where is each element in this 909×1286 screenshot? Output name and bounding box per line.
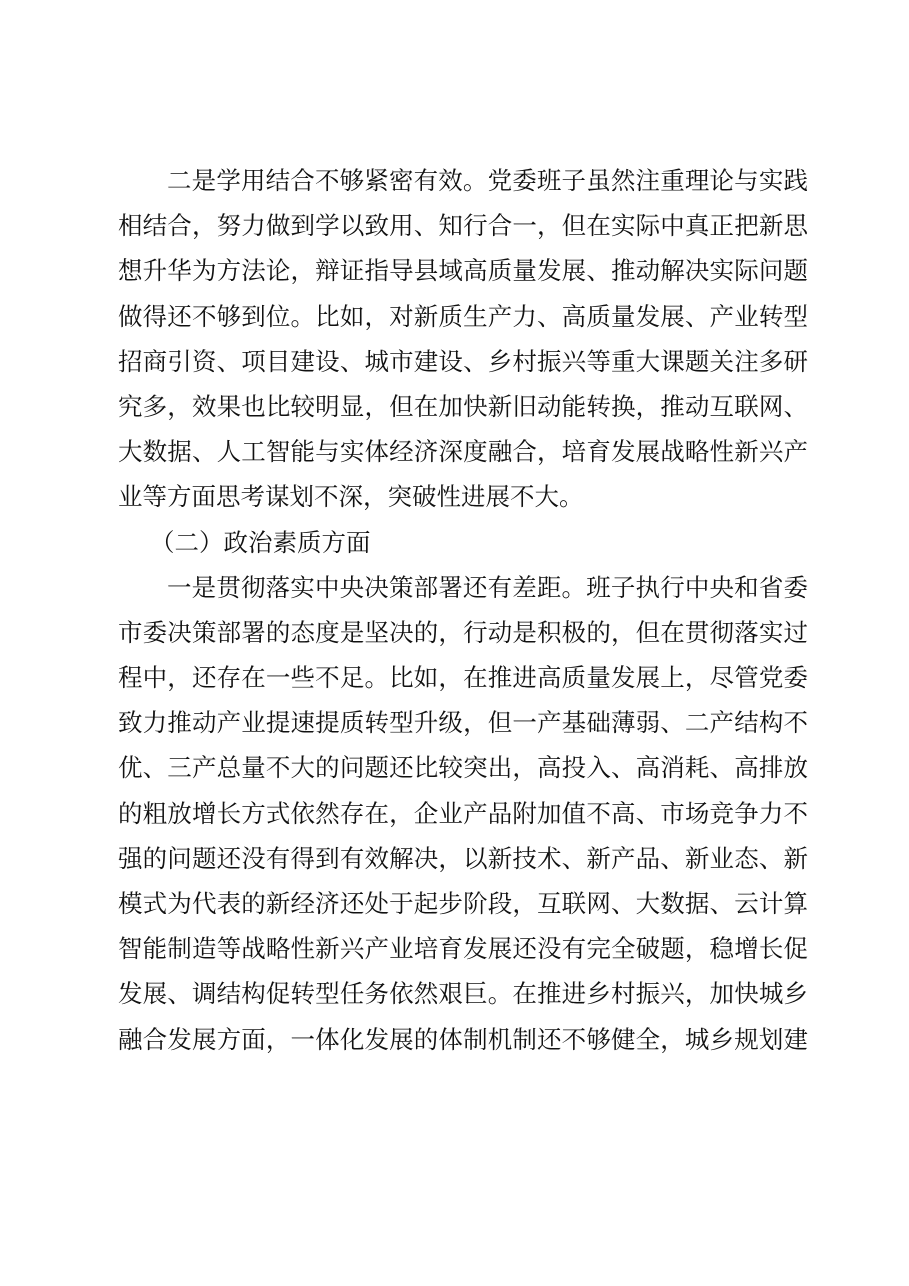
paragraph-line: 致力推动产业提速提质转型升级，但一产基础薄弱、二产结构不 <box>118 708 808 738</box>
paragraph-line: 程中，还存在一些不足。比如，在推进高质量发展上，尽管党委 <box>118 663 808 693</box>
paragraph-line: 融合发展方面，一体化发展的体制机制还不够健全，城乡规划建 <box>118 1024 808 1054</box>
paragraph-line: 做得还不够到位。比如，对新质生产力、高质量发展、产业转型 <box>118 301 808 331</box>
paragraph-line: 二是学用结合不够紧密有效。党委班子虽然注重理论与实践 <box>167 166 808 195</box>
paragraph-line: 市委决策部署的态度是坚决的，行动是积极的，但在贯彻落实过 <box>118 617 808 647</box>
paragraph-line: 的粗放增长方式依然存在，企业产品附加值不高、市场竞争力不 <box>118 798 808 828</box>
paragraph-line: 优、三产总量不大的问题还比较突出，高投入、高消耗、高排放 <box>118 753 808 783</box>
paragraph-line: 智能制造等战略性新兴产业培育发展还没有完全破题，稳增长促 <box>118 934 808 964</box>
section-heading: （二）政治素质方面 <box>150 527 371 557</box>
paragraph-line: 一是贯彻落实中央决策部署还有差距。班子执行中央和省委 <box>167 572 808 602</box>
document-body <box>118 158 808 1062</box>
paragraph-line: 究多，效果也比较明显，但在加快新旧动能转换，推动互联网、 <box>118 391 808 421</box>
paragraph-line: 相结合，努力做到学以致用、知行合一，但在实际中真正把新思 <box>118 211 808 241</box>
paragraph-line: 发展、调结构促转型任务依然艰巨。在推进乡村振兴，加快城乡 <box>118 979 808 1009</box>
paragraph-line: 强的问题还没有得到有效解决，以新技术、新产品、新业态、新 <box>118 843 808 873</box>
paragraph-implementation <box>118 565 808 1062</box>
paragraph-study-application <box>118 158 808 520</box>
paragraph-line: 模式为代表的新经济还处于起步阶段，互联网、大数据、云计算 <box>118 889 808 918</box>
paragraph-line: 想升华为方法论，辩证指导县域高质量发展、推动解决实际问题 <box>118 256 808 286</box>
paragraph-line: 业等方面思考谋划不深，突破性进展不大。 <box>118 482 584 512</box>
paragraph-line: 招商引资、项目建设、城市建设、乡村振兴等重大课题关注多研 <box>118 346 808 376</box>
paragraph-line: 大数据、人工智能与实体经济深度融合，培育发展战略性新兴产 <box>118 437 808 467</box>
